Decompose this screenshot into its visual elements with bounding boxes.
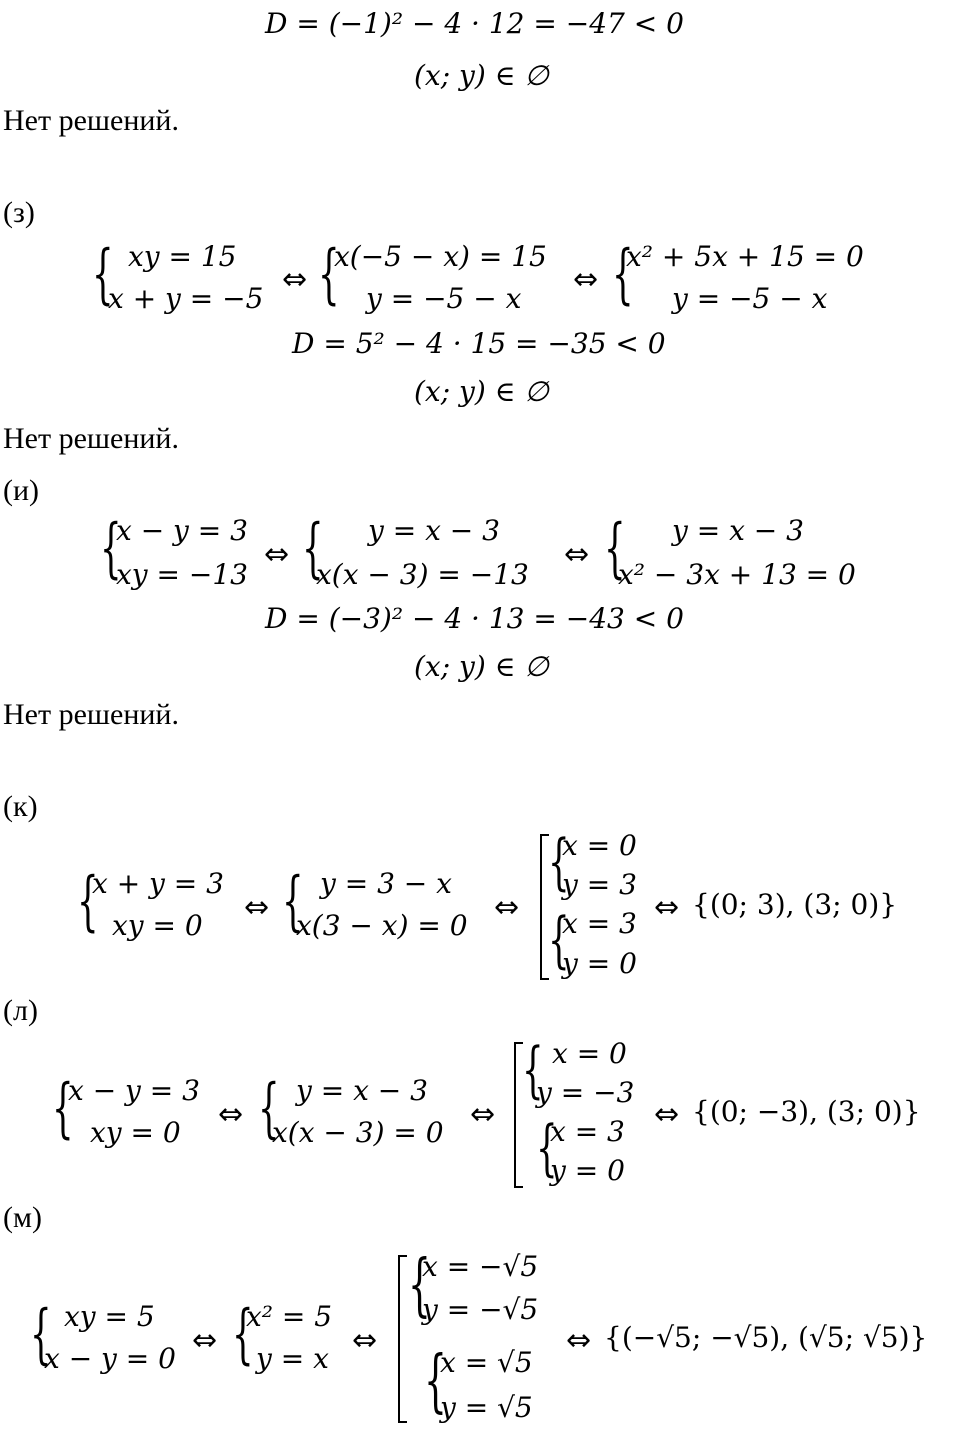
system-brace: { [92, 237, 114, 314]
equivalence-arrow: ⇔ [573, 262, 599, 297]
discriminant-line: D = (−3)² − 4 · 13 = −43 < 0 [265, 602, 684, 635]
equivalence-arrow: ⇔ [494, 890, 520, 925]
equation: y = x − 3 [368, 514, 500, 547]
system-brace: { [548, 904, 570, 977]
equation: x² = 5 [246, 1300, 333, 1333]
part-label-k: (к) [3, 790, 38, 823]
equation: y = −3 [536, 1076, 635, 1109]
equation: x(3 − x) = 0 [296, 909, 468, 942]
equation: y = −5 − x [672, 282, 828, 315]
discriminant-line: D = 5² − 4 · 15 = −35 < 0 [292, 327, 666, 360]
equation: y = x − 3 [672, 514, 804, 547]
empty-set-line: (x; y) ∈ ∅ [414, 650, 549, 683]
part-label-i: (и) [3, 474, 40, 507]
equation: x = 3 [550, 1115, 625, 1148]
system-brace: { [536, 1112, 558, 1185]
equation: y = −5 − x [366, 282, 522, 315]
equation: y = x − 3 [296, 1074, 428, 1107]
empty-set-line: (x; y) ∈ ∅ [414, 375, 549, 408]
equation: x = √5 [440, 1346, 533, 1379]
equation: x(x − 3) = 0 [272, 1116, 444, 1149]
equation: x − y = 3 [116, 514, 248, 547]
equation: x − y = 3 [68, 1074, 200, 1107]
no-solutions-text: Нет решений. [3, 422, 179, 455]
equation: xy = 0 [90, 1116, 181, 1149]
equivalence-arrow: ⇔ [654, 1097, 680, 1132]
system-brace: { [100, 511, 122, 588]
answer-set: {(−√5; −√5), (√5; √5)} [604, 1321, 928, 1354]
system-brace: { [52, 1071, 74, 1148]
equation: x = 0 [552, 1037, 627, 1070]
equation: y = x [256, 1342, 329, 1375]
equation: x = 3 [562, 907, 637, 940]
equivalence-arrow: ⇔ [564, 537, 590, 572]
union-bracket [398, 1255, 407, 1423]
equivalence-arrow: ⇔ [654, 890, 680, 925]
equation: x − y = 0 [44, 1342, 176, 1375]
system-brace: { [258, 1071, 280, 1148]
part-label-z: (з) [3, 196, 35, 229]
equation: x² + 5x + 15 = 0 [626, 240, 864, 273]
system-brace: { [77, 864, 99, 941]
equivalence-arrow: ⇔ [192, 1323, 218, 1358]
equation: x = 0 [562, 829, 637, 862]
system-brace: { [424, 1343, 447, 1422]
system-brace: { [302, 511, 324, 588]
part-label-l: (л) [3, 994, 38, 1027]
equation: xy = 15 [128, 240, 237, 273]
system-brace: { [604, 511, 626, 588]
equation: x + y = −5 [108, 282, 264, 315]
equation: y = 3 − x [320, 867, 452, 900]
system-brace: { [282, 864, 304, 941]
equivalence-arrow: ⇔ [244, 890, 270, 925]
equivalence-arrow: ⇔ [470, 1097, 496, 1132]
equation: y = 0 [562, 947, 637, 980]
equation: x + y = 3 [92, 867, 224, 900]
equivalence-arrow: ⇔ [282, 262, 308, 297]
equation: y = 0 [550, 1154, 625, 1187]
discriminant-line: D = (−1)² − 4 · 12 = −47 < 0 [265, 7, 684, 40]
no-solutions-text: Нет решений. [3, 104, 179, 137]
equation: y = √5 [440, 1391, 533, 1424]
system-brace: { [612, 237, 634, 314]
system-brace: { [522, 1034, 544, 1107]
part-label-m: (м) [3, 1201, 42, 1234]
no-solutions-text: Нет решений. [3, 698, 179, 731]
equation: xy = −13 [116, 558, 248, 591]
equation: y = −√5 [422, 1293, 539, 1326]
equation: x² − 3x + 13 = 0 [618, 558, 856, 591]
equation: y = 3 [562, 868, 637, 901]
system-brace: { [408, 1247, 431, 1326]
equivalence-arrow: ⇔ [566, 1323, 592, 1358]
equivalence-arrow: ⇔ [264, 537, 290, 572]
answer-set: {(0; −3), (3; 0)} [692, 1095, 921, 1128]
equivalence-arrow: ⇔ [218, 1097, 244, 1132]
system-brace: { [232, 1297, 254, 1374]
equation: x(x − 3) = −13 [316, 558, 529, 591]
system-brace: { [548, 826, 570, 899]
equation: x = −√5 [422, 1250, 539, 1283]
system-brace: { [318, 237, 340, 314]
empty-set-line: (x; y) ∈ ∅ [414, 59, 549, 92]
equivalence-arrow: ⇔ [352, 1323, 378, 1358]
equation: xy = 0 [112, 909, 203, 942]
equation: x(−5 − x) = 15 [334, 240, 547, 273]
answer-set: {(0; 3), (3; 0)} [692, 888, 898, 921]
equation: xy = 5 [64, 1300, 155, 1333]
system-brace: { [30, 1297, 52, 1374]
